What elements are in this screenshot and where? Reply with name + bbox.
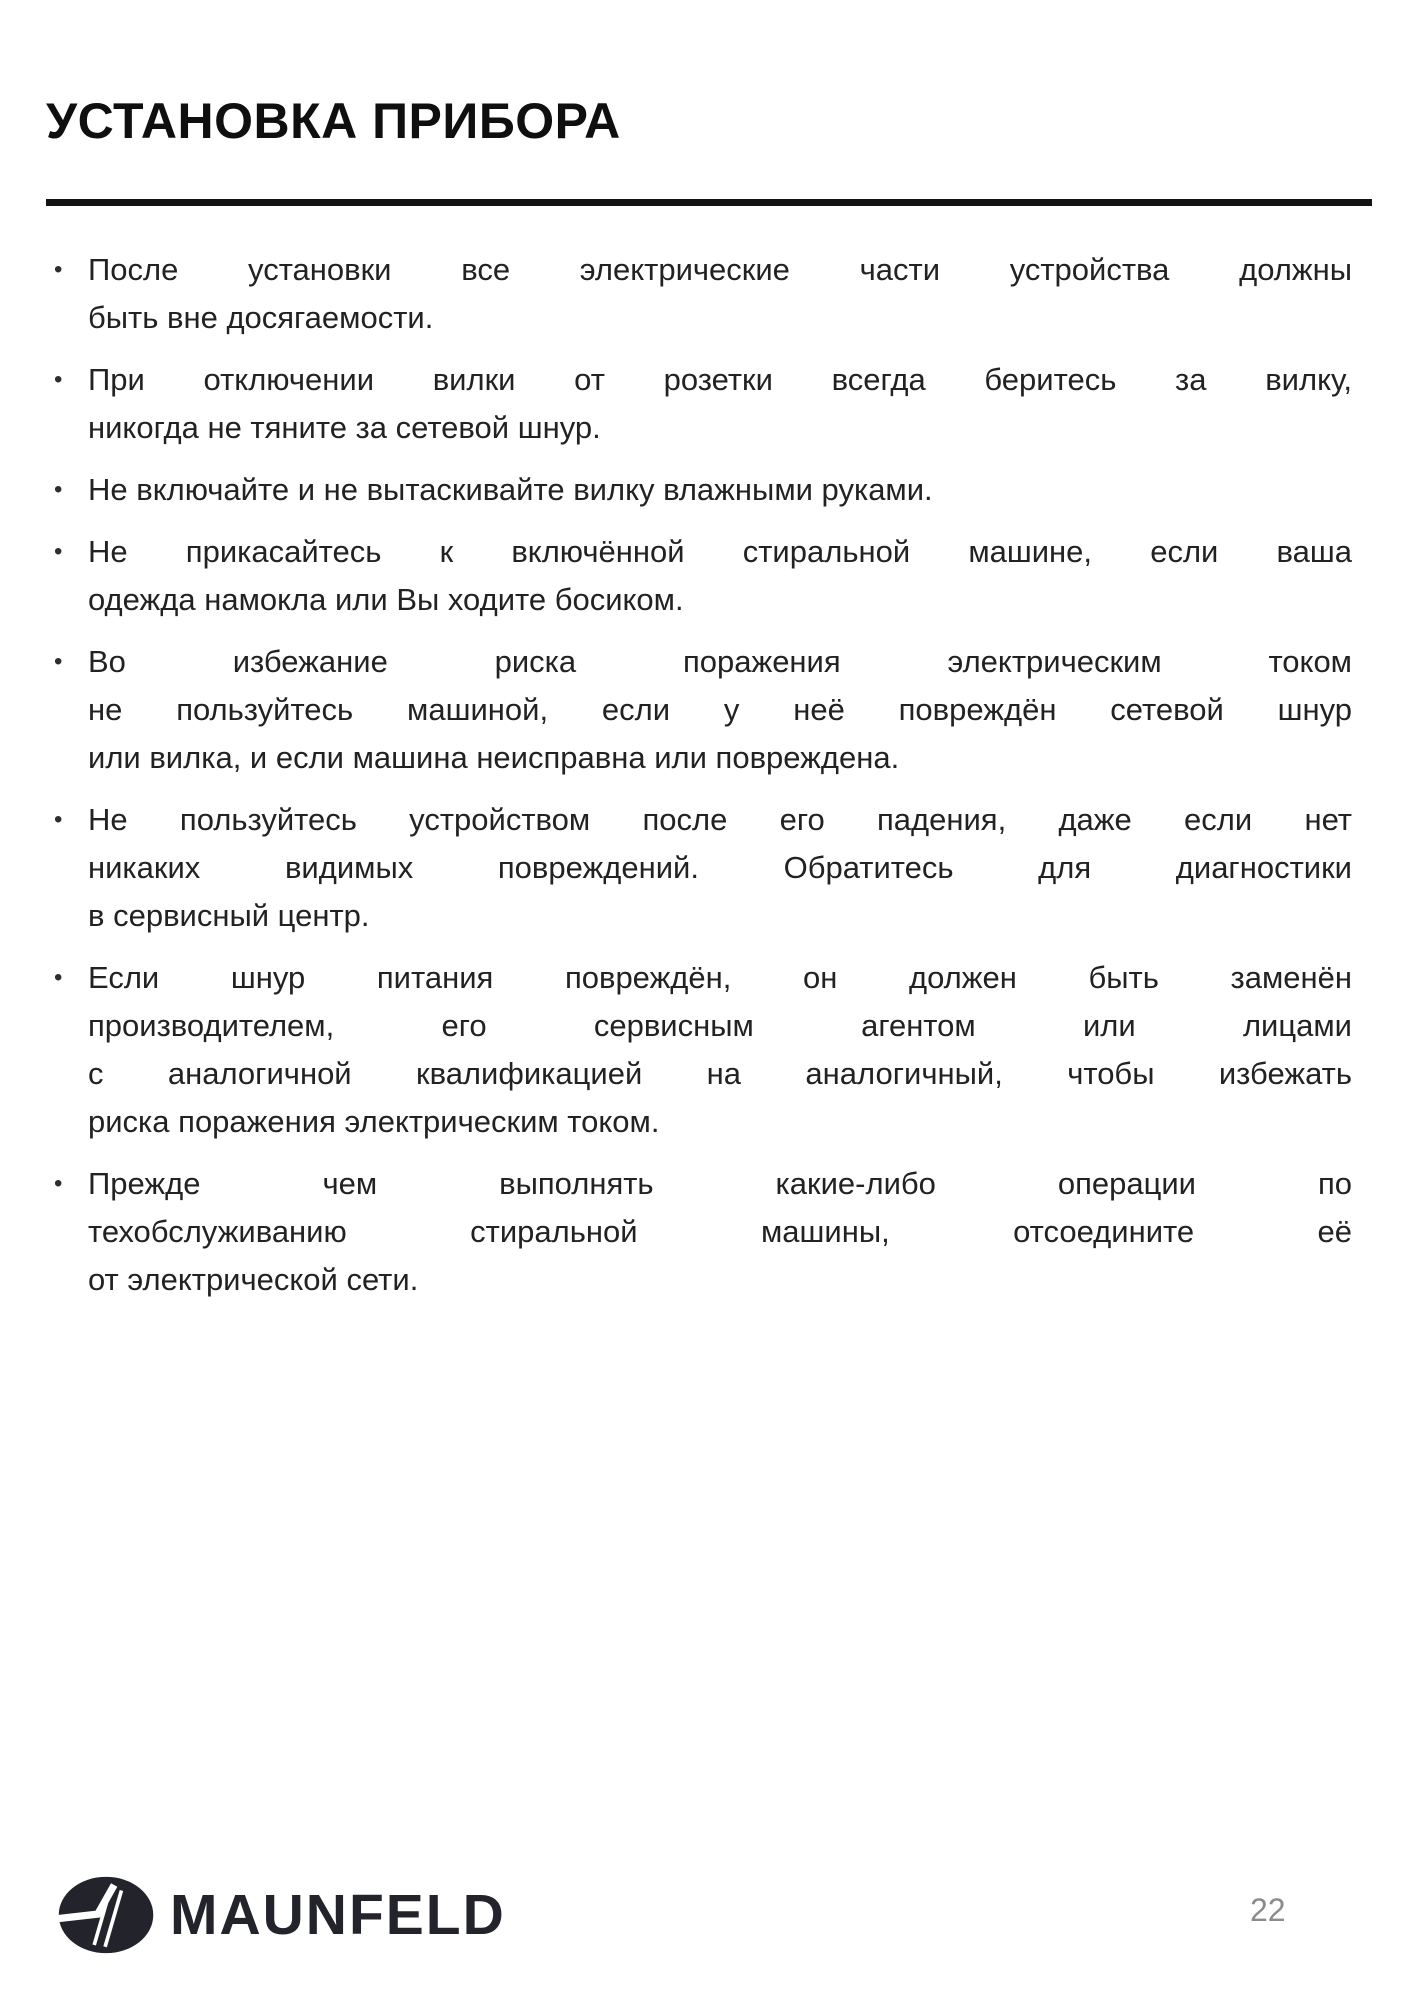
bullet-icon: • <box>54 1170 63 1197</box>
safety-instructions-list <box>46 246 1372 1304</box>
bullet-icon: • <box>54 476 63 503</box>
list-item-line: никаких видимых повреждений. Обратитесь для диагностики <box>88 850 1352 885</box>
brand-name: MAUNFELD <box>170 1883 506 1947</box>
list-item <box>54 246 1352 342</box>
list-item-line: или вилка, и если машина неисправна или повреждена. <box>88 740 900 775</box>
title-rule <box>46 199 1372 206</box>
list-item-line: Не прикасайтесь к включённой стиральной машине, если ваша <box>88 534 1352 569</box>
list-item-line: После установки все электрические части устройства должны <box>88 252 1352 287</box>
list-item-line: Не пользуйтесь устройством после его падения, даже если нет <box>88 802 1352 837</box>
list-item <box>54 466 1352 514</box>
bullet-icon: • <box>54 256 63 283</box>
list-item <box>54 954 1352 1146</box>
list-item-line: в сервисный центр. <box>88 898 370 933</box>
list-item-line: техобслуживанию стиральной машины, отсоедините её <box>88 1214 1352 1249</box>
brand-footer <box>56 1874 506 1956</box>
bullet-icon: • <box>54 648 63 675</box>
page-number: 22 <box>1250 1892 1286 1928</box>
list-item-line: с аналогичной квалификацией на аналогичный, чтобы избежать <box>88 1056 1352 1091</box>
bullet-icon: • <box>54 964 63 991</box>
list-item-text <box>88 954 1352 1146</box>
list-item-line: не пользуйтесь машиной, если у неё повреждён сетевой шнур <box>88 692 1352 727</box>
list-item-line: риска поражения электрическим током. <box>88 1104 660 1139</box>
list-item-text <box>88 246 1352 342</box>
list-item <box>54 356 1352 452</box>
list-item-line: быть вне досягаемости. <box>88 300 434 335</box>
list-item-line: никогда не тяните за сетевой шнур. <box>88 410 601 445</box>
list-item-line: Если шнур питания повреждён, он должен быть заменён <box>88 960 1352 995</box>
list-item-text <box>88 796 1352 940</box>
bullet-icon: • <box>54 366 63 393</box>
maunfeld-logo-icon <box>56 1874 156 1956</box>
list-item <box>54 796 1352 940</box>
list-item-line: одежда намокла или Вы ходите босиком. <box>88 582 684 617</box>
page-title: УСТАНОВКА ПРИБОРА <box>46 93 621 149</box>
list-item-line: Прежде чем выполнять какие-либо операции по <box>88 1166 1352 1201</box>
list-item-text <box>88 1160 1352 1304</box>
bullet-icon: • <box>54 538 63 565</box>
list-item-text <box>88 356 1352 452</box>
list-item-line: Не включайте и не вытаскивайте вилку влажными руками. <box>88 472 933 507</box>
list-item-text <box>88 528 1352 624</box>
list-item <box>54 1160 1352 1304</box>
list-item-line: Во избежание риска поражения электрическим током <box>88 644 1352 679</box>
list-item <box>54 528 1352 624</box>
list-item-text <box>88 638 1352 782</box>
page-content <box>46 0 1372 1304</box>
bullet-icon: • <box>54 806 63 833</box>
list-item-line: При отключении вилки от розетки всегда беритесь за вилку, <box>88 362 1352 397</box>
list-item-line: от электрической сети. <box>88 1262 419 1297</box>
list-item <box>54 638 1352 782</box>
list-item-line: производителем, его сервисным агентом или лицами <box>88 1008 1352 1043</box>
list-item-text <box>88 466 1352 514</box>
